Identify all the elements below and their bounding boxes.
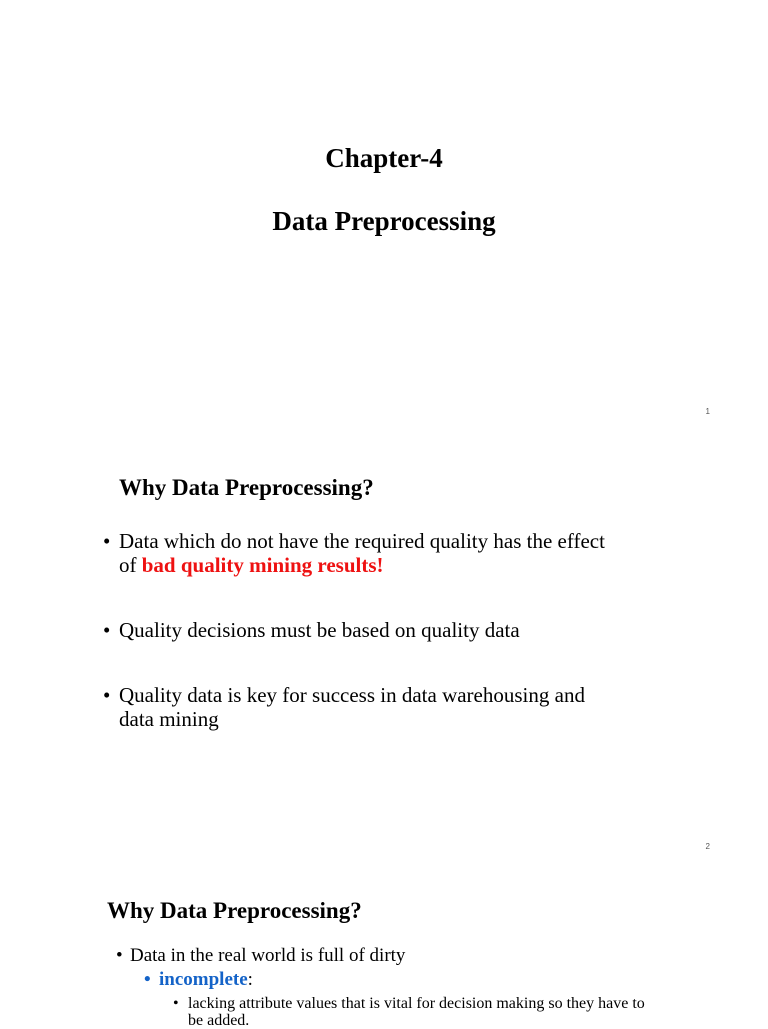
bullet-2-text: Quality decisions must be based on quality data	[119, 618, 520, 642]
slide-2-heading: Why Data Preprocessing?	[119, 475, 374, 500]
bullet-dot-icon: •	[103, 618, 111, 642]
bullet-item-3	[103, 683, 623, 731]
bullet-dot-icon: •	[103, 529, 111, 553]
slide-3	[0, 866, 768, 1029]
incomplete-label: incomplete	[159, 969, 248, 990]
slide-2	[0, 433, 768, 866]
slide-3-heading: Why Data Preprocessing?	[107, 898, 362, 923]
slide-3-bullet-1	[116, 945, 405, 967]
page-number-2: 2	[705, 842, 710, 851]
bullet-item-1	[103, 529, 623, 577]
bullet-dot-icon: •	[173, 995, 179, 1012]
bullet-1-highlight: bad quality mining results!	[141, 553, 384, 577]
bullet-dot-icon: •	[144, 969, 151, 990]
bullet-dot-icon: •	[116, 945, 123, 966]
slide-3-bullet-1-text: Data in the real world is full of dirty	[130, 945, 406, 966]
incomplete-suffix: :	[247, 969, 253, 990]
slide-3-sub-bullet	[144, 969, 253, 991]
chapter-title: Chapter-4	[325, 143, 443, 173]
slide-1	[0, 0, 768, 433]
bullet-3-text: Quality data is key for success in data warehousing and data mining	[119, 683, 585, 731]
incomplete-detail-text: lacking attribute values that is vital for decision making so they have to be added.	[188, 995, 645, 1029]
bullet-1-text: Data which do not have the required quality has the effect of	[119, 529, 605, 577]
page-number-1: 1	[705, 407, 710, 416]
slide-1-title: Data Preprocessing	[272, 206, 496, 236]
bullet-dot-icon: •	[103, 683, 111, 707]
bullet-item-2	[103, 618, 623, 642]
